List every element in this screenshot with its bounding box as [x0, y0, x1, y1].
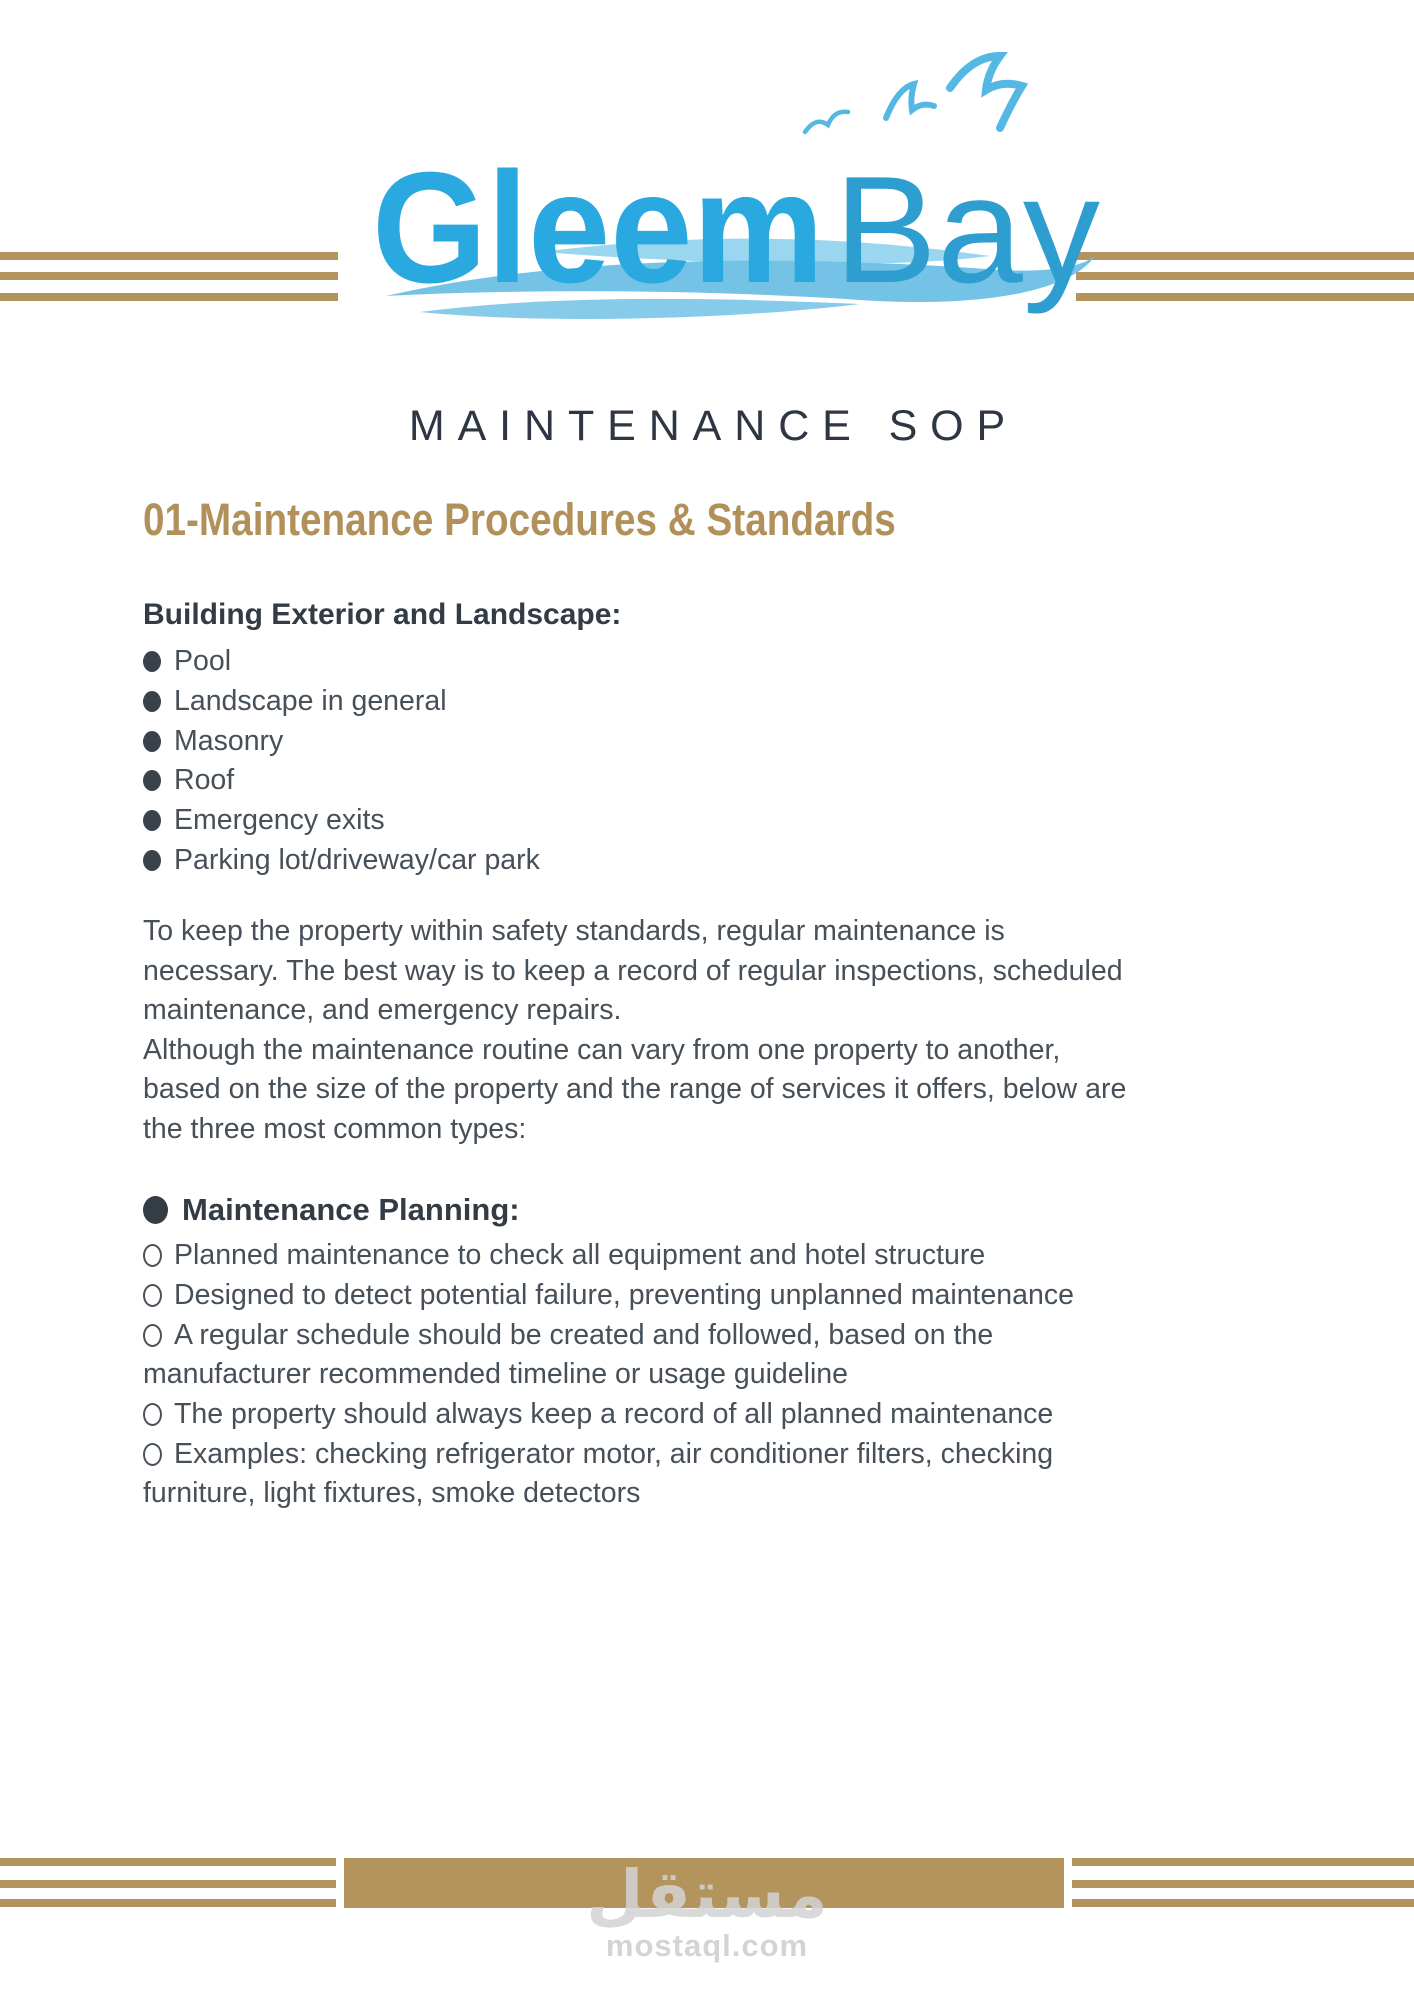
paragraph-line: Although the maintenance routine can vary from one property to another, — [143, 1033, 1061, 1066]
list-item-label: Masonry — [174, 724, 284, 757]
page-title: MAINTENANCE SOP — [408, 402, 1019, 450]
bullet-dot-icon — [143, 810, 161, 831]
circle-bullet-icon — [143, 1443, 162, 1466]
mostaql-watermark-arabic: مستقل — [586, 1856, 828, 1933]
header-gold-stripe-right — [1076, 252, 1414, 260]
paragraph-line: based on the size of the property and the range of services it offers, below are — [143, 1073, 1127, 1106]
mostaql-watermark-domain: mostaql.com — [605, 1928, 809, 1963]
paragraph-line: the three most common types: — [143, 1112, 527, 1145]
list-item-continuation — [143, 1355, 1353, 1395]
header-gold-stripe-left — [0, 252, 338, 260]
circle-bullet-icon — [143, 1244, 162, 1267]
bullet-dot-icon — [143, 731, 161, 752]
list-item — [143, 1395, 1353, 1435]
list-item-label: A regular schedule should be created and followed, based on the — [174, 1318, 994, 1351]
header-gold-stripe-right — [1076, 293, 1414, 301]
list-item — [143, 1315, 1353, 1355]
list-item-label: Examples: checking refrigerator motor, air conditioner filters, checking — [174, 1437, 1054, 1470]
list-item — [143, 642, 540, 682]
list-item — [143, 721, 540, 761]
gleembay-logo — [300, 40, 1120, 340]
bullet-dot-icon — [143, 1196, 168, 1224]
list-item-label: Emergency exits — [174, 804, 385, 837]
list-item-label: Designed to detect potential failure, preventing unplanned maintenance — [174, 1279, 1074, 1312]
list-item-label: Pool — [174, 645, 232, 678]
list-item — [143, 840, 540, 880]
planning-list — [143, 1236, 1353, 1514]
intro-paragraph — [143, 912, 1333, 1150]
bullet-dot-icon — [143, 651, 161, 672]
header-gold-stripe-left — [0, 272, 338, 280]
bullet-dot-icon — [143, 850, 161, 871]
paragraph-line: maintenance, and emergency repairs. — [143, 994, 622, 1027]
brand-gleem: Gleem — [372, 140, 824, 316]
section-heading: 01-Maintenance Procedures & Standards — [143, 494, 896, 545]
list-item — [143, 761, 540, 801]
bullet-dot-icon — [143, 770, 161, 791]
list-item-label: Planned maintenance to check all equipment and hotel structure — [174, 1239, 986, 1272]
paragraph-line: necessary. The best way is to keep a record of regular inspections, scheduled — [143, 954, 1123, 987]
exterior-heading: Building Exterior and Landscape: — [143, 598, 622, 631]
list-item-continuation — [143, 1474, 1353, 1514]
circle-bullet-icon — [143, 1403, 162, 1426]
planning-heading-label: Maintenance Planning: — [182, 1192, 520, 1227]
list-item-label: manufacturer recommended timeline or usage guideline — [143, 1358, 848, 1391]
circle-bullet-icon — [143, 1284, 162, 1307]
header-gold-stripe-right — [1076, 272, 1414, 280]
circle-bullet-icon — [143, 1324, 162, 1347]
planning-heading — [143, 1192, 520, 1228]
birds-icon — [805, 56, 1022, 132]
list-item — [143, 1434, 1353, 1474]
list-item-label: The property should always keep a record of all planned maintenance — [174, 1398, 1054, 1431]
list-item — [143, 1276, 1353, 1316]
list-item-label: Parking lot/driveway/car park — [174, 843, 540, 876]
exterior-list — [143, 642, 540, 880]
list-item-label: Landscape in general — [174, 685, 447, 718]
brand-bay: Bay — [834, 145, 1100, 315]
bullet-dot-icon — [143, 691, 161, 712]
header-gold-stripe-left — [0, 293, 338, 301]
list-item — [143, 1236, 1353, 1276]
list-item — [143, 682, 540, 722]
paragraph-line: To keep the property within safety standards, regular maintenance is — [143, 915, 1005, 947]
list-item-label: furniture, light fixtures, smoke detectors — [143, 1477, 641, 1510]
list-item — [143, 801, 540, 841]
list-item-label: Roof — [174, 764, 235, 797]
